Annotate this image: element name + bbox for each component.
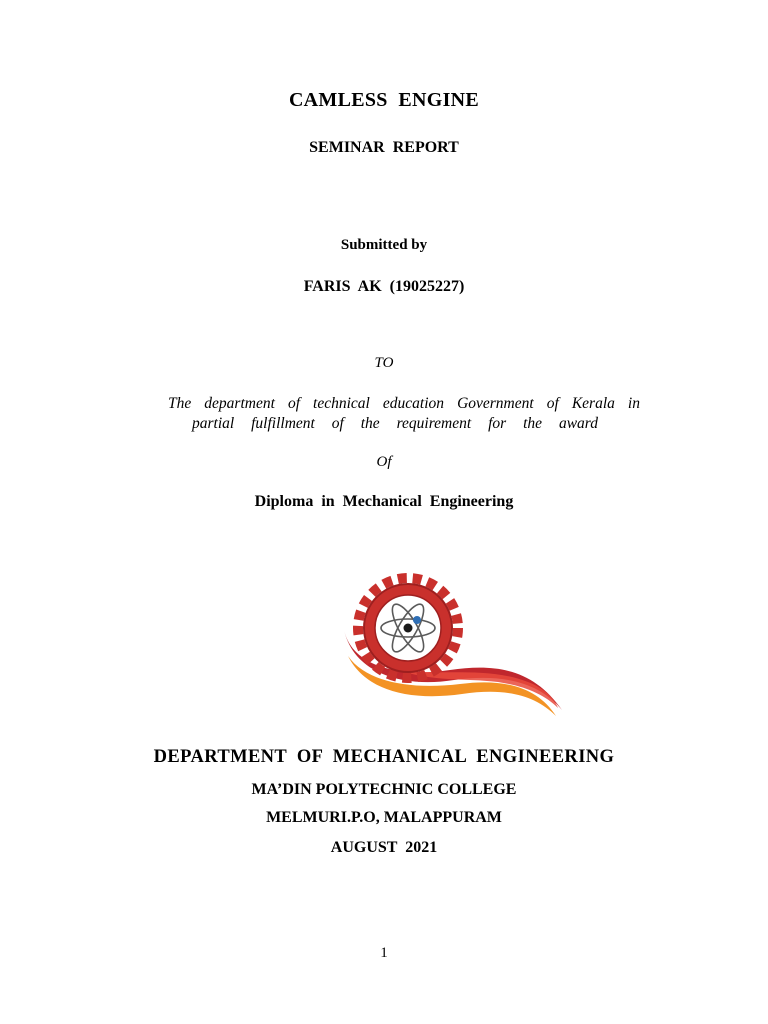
report-date: AUGUST 2021 [330, 839, 438, 856]
student-name: FARIS AK (19025227) [303, 278, 465, 295]
submitted-by-label: Submitted by [340, 237, 428, 253]
award-statement-line-2: partial fulfillment of the requirement for the award [192, 415, 598, 432]
page-number: 1 [380, 945, 388, 961]
department-name: DEPARTMENT OF MECHANICAL ENGINEERING [153, 747, 615, 767]
report-type: SEMINAR REPORT [309, 139, 459, 156]
of-label: Of [376, 454, 392, 470]
college-address: MELMURI.P.O, MALAPPURAM [266, 809, 502, 826]
college-name: MA’DIN POLYTECHNIC COLLEGE [251, 781, 517, 798]
to-label: TO [374, 355, 394, 371]
award-statement-line-1: The department of technical education Government of Kerala in [168, 395, 640, 412]
page-title: CAMLESS ENGINE [288, 89, 480, 111]
diploma-name: Diploma in Mechanical Engineering [254, 493, 514, 510]
college-logo [338, 570, 570, 722]
